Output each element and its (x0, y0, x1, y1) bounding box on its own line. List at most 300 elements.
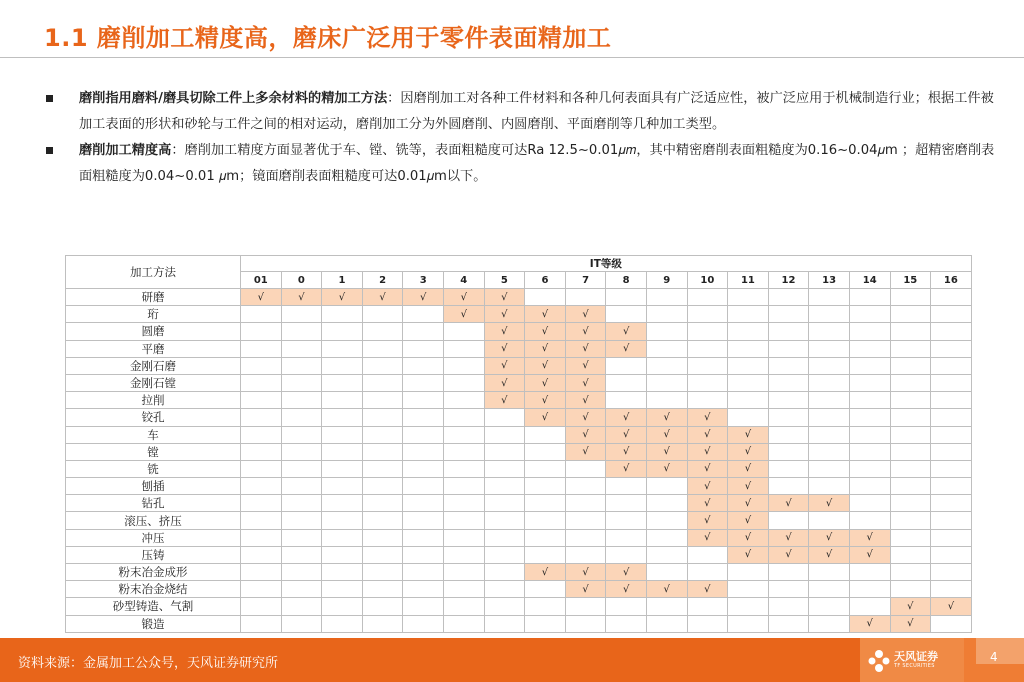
table-row (66, 323, 972, 340)
check-cell: √ (565, 306, 606, 323)
empty-cell (606, 529, 647, 546)
check-cell: √ (606, 581, 647, 598)
empty-cell (484, 529, 525, 546)
empty-cell (768, 443, 809, 460)
check-cell: √ (728, 478, 769, 495)
source-note: 资料来源：金属加工公众号，天风证券研究所 (18, 656, 279, 671)
empty-cell (322, 546, 363, 563)
empty-cell (322, 323, 363, 340)
empty-cell (646, 564, 687, 581)
title-divider (0, 57, 1024, 58)
empty-cell (768, 564, 809, 581)
empty-cell (525, 598, 566, 615)
empty-cell (768, 598, 809, 615)
empty-cell (931, 615, 972, 632)
empty-cell (403, 409, 444, 426)
empty-cell (403, 323, 444, 340)
empty-cell (931, 478, 972, 495)
square-bullet-icon (46, 95, 53, 102)
check-cell: √ (849, 529, 890, 546)
empty-cell (322, 460, 363, 477)
empty-cell (728, 289, 769, 306)
empty-cell (849, 495, 890, 512)
empty-cell (849, 374, 890, 391)
check-cell: √ (687, 443, 728, 460)
check-cell: √ (606, 323, 647, 340)
empty-cell (281, 374, 322, 391)
check-cell: √ (606, 443, 647, 460)
empty-cell (768, 306, 809, 323)
empty-cell (241, 392, 282, 409)
empty-cell (484, 564, 525, 581)
empty-cell (484, 615, 525, 632)
check-cell: √ (281, 289, 322, 306)
check-cell: √ (809, 529, 850, 546)
empty-cell (646, 615, 687, 632)
empty-cell (322, 443, 363, 460)
table-row (66, 392, 972, 409)
tf-logo-icon (866, 646, 892, 674)
grade-header-cell: 12 (768, 272, 809, 289)
empty-cell (241, 443, 282, 460)
check-cell: √ (606, 460, 647, 477)
empty-cell (931, 340, 972, 357)
check-cell: √ (484, 323, 525, 340)
empty-cell (931, 409, 972, 426)
method-cell: 珩 (66, 306, 241, 323)
check-cell: √ (525, 392, 566, 409)
check-cell: √ (525, 340, 566, 357)
empty-cell (849, 357, 890, 374)
header-row-it (66, 256, 972, 272)
empty-cell (768, 478, 809, 495)
empty-cell (443, 392, 484, 409)
empty-cell (646, 289, 687, 306)
empty-cell (931, 374, 972, 391)
it-grade-table-container (65, 255, 972, 633)
empty-cell (241, 409, 282, 426)
empty-cell (890, 409, 931, 426)
check-cell: √ (931, 598, 972, 615)
empty-cell (728, 564, 769, 581)
empty-cell (606, 598, 647, 615)
empty-cell (728, 392, 769, 409)
empty-cell (484, 512, 525, 529)
empty-cell (403, 564, 444, 581)
check-cell: √ (768, 546, 809, 563)
footer-decoration-accent (976, 638, 1024, 664)
empty-cell (728, 323, 769, 340)
empty-cell (728, 374, 769, 391)
check-cell: √ (525, 374, 566, 391)
check-cell: √ (565, 564, 606, 581)
empty-cell (646, 357, 687, 374)
table-row (66, 546, 972, 563)
empty-cell (443, 357, 484, 374)
check-cell: √ (687, 495, 728, 512)
check-cell: √ (565, 392, 606, 409)
grade-header-cell: 8 (606, 272, 647, 289)
empty-cell (931, 546, 972, 563)
empty-cell (403, 392, 444, 409)
empty-cell (241, 529, 282, 546)
table-row (66, 495, 972, 512)
empty-cell (322, 374, 363, 391)
empty-cell (281, 546, 322, 563)
empty-cell (241, 546, 282, 563)
bullet-lead: 磨削加工精度高 (79, 143, 172, 158)
empty-cell (525, 426, 566, 443)
method-cell: 车 (66, 426, 241, 443)
check-cell: √ (565, 323, 606, 340)
method-cell: 圆磨 (66, 323, 241, 340)
empty-cell (322, 426, 363, 443)
check-cell: √ (525, 357, 566, 374)
header-method: 加工方法 (66, 256, 241, 289)
table-row (66, 357, 972, 374)
empty-cell (890, 443, 931, 460)
empty-cell (443, 340, 484, 357)
empty-cell (525, 546, 566, 563)
empty-cell (443, 581, 484, 598)
empty-cell (362, 392, 403, 409)
footer-bar (0, 638, 1024, 682)
empty-cell (281, 512, 322, 529)
empty-cell (606, 512, 647, 529)
empty-cell (362, 512, 403, 529)
empty-cell (525, 478, 566, 495)
empty-cell (281, 426, 322, 443)
check-cell: √ (687, 409, 728, 426)
empty-cell (931, 443, 972, 460)
method-cell: 研磨 (66, 289, 241, 306)
grade-header-cell: 15 (890, 272, 931, 289)
check-cell: √ (484, 340, 525, 357)
empty-cell (890, 289, 931, 306)
empty-cell (646, 529, 687, 546)
empty-cell (443, 409, 484, 426)
empty-cell (281, 564, 322, 581)
grade-header-cell: 16 (931, 272, 972, 289)
empty-cell (443, 529, 484, 546)
check-cell: √ (768, 529, 809, 546)
empty-cell (322, 615, 363, 632)
check-cell: √ (768, 495, 809, 512)
empty-cell (484, 443, 525, 460)
check-cell: √ (890, 598, 931, 615)
check-cell: √ (728, 443, 769, 460)
empty-cell (241, 306, 282, 323)
empty-cell (646, 340, 687, 357)
empty-cell (809, 598, 850, 615)
it-grade-table (65, 255, 972, 633)
check-cell: √ (525, 564, 566, 581)
check-cell: √ (606, 426, 647, 443)
empty-cell (525, 495, 566, 512)
check-cell: √ (484, 392, 525, 409)
table-row (66, 460, 972, 477)
empty-cell (809, 323, 850, 340)
empty-cell (525, 443, 566, 460)
check-cell: √ (687, 581, 728, 598)
empty-cell (890, 529, 931, 546)
table-row (66, 478, 972, 495)
empty-cell (890, 546, 931, 563)
empty-cell (565, 529, 606, 546)
check-cell: √ (484, 374, 525, 391)
empty-cell (890, 512, 931, 529)
method-cell: 砂型铸造、气割 (66, 598, 241, 615)
empty-cell (728, 409, 769, 426)
check-cell: √ (809, 546, 850, 563)
empty-cell (403, 546, 444, 563)
method-cell: 金刚石磨 (66, 357, 241, 374)
check-cell: √ (362, 289, 403, 306)
table-row (66, 581, 972, 598)
method-cell: 拉削 (66, 392, 241, 409)
empty-cell (768, 323, 809, 340)
check-cell: √ (646, 460, 687, 477)
empty-cell (849, 426, 890, 443)
empty-cell (322, 392, 363, 409)
check-cell: √ (565, 357, 606, 374)
empty-cell (241, 357, 282, 374)
empty-cell (403, 512, 444, 529)
check-cell: √ (606, 564, 647, 581)
empty-cell (809, 357, 850, 374)
empty-cell (890, 323, 931, 340)
empty-cell (281, 495, 322, 512)
table-row (66, 443, 972, 460)
empty-cell (403, 615, 444, 632)
check-cell: √ (687, 478, 728, 495)
bullet-item-grinding-definition (44, 86, 1004, 138)
table-row (66, 512, 972, 529)
method-cell: 铰孔 (66, 409, 241, 426)
empty-cell (606, 306, 647, 323)
empty-cell (849, 564, 890, 581)
empty-cell (606, 392, 647, 409)
check-cell: √ (687, 512, 728, 529)
empty-cell (403, 306, 444, 323)
check-cell: √ (565, 426, 606, 443)
grade-header-cell: 5 (484, 272, 525, 289)
empty-cell (890, 392, 931, 409)
empty-cell (362, 546, 403, 563)
empty-cell (403, 495, 444, 512)
empty-cell (241, 564, 282, 581)
bullet-text: ：因磨削加工对各种工件材料和各种几何表面具有广泛适应性，被广泛应用于机械制造行业；根据工件被加工表面的形状和砂轮与工件之间的相对运动，磨削加工分为外圆磨削、内圆磨削、平面磨削等几种加工类型。 (79, 91, 994, 132)
empty-cell (646, 323, 687, 340)
table-row (66, 374, 972, 391)
empty-cell (687, 323, 728, 340)
empty-cell (322, 581, 363, 598)
empty-cell (728, 581, 769, 598)
empty-cell (484, 546, 525, 563)
empty-cell (322, 306, 363, 323)
empty-cell (849, 443, 890, 460)
empty-cell (525, 581, 566, 598)
grade-header-cell: 0 (281, 272, 322, 289)
empty-cell (362, 306, 403, 323)
empty-cell (687, 340, 728, 357)
empty-cell (809, 340, 850, 357)
empty-cell (443, 443, 484, 460)
empty-cell (322, 495, 363, 512)
empty-cell (565, 598, 606, 615)
empty-cell (768, 512, 809, 529)
empty-cell (606, 374, 647, 391)
empty-cell (768, 615, 809, 632)
empty-cell (443, 615, 484, 632)
empty-cell (687, 374, 728, 391)
empty-cell (728, 357, 769, 374)
empty-cell (646, 392, 687, 409)
method-cell: 粉末冶金成形 (66, 564, 241, 581)
empty-cell (241, 323, 282, 340)
grade-header-cell: 14 (849, 272, 890, 289)
empty-cell (809, 374, 850, 391)
empty-cell (403, 340, 444, 357)
square-bullet-icon (46, 147, 53, 154)
empty-cell (606, 495, 647, 512)
empty-cell (443, 478, 484, 495)
page-number: 4 (990, 650, 998, 664)
empty-cell (809, 615, 850, 632)
check-cell: √ (646, 581, 687, 598)
empty-cell (403, 426, 444, 443)
empty-cell (931, 460, 972, 477)
table-row (66, 306, 972, 323)
check-cell: √ (565, 374, 606, 391)
page-title: 1.1 磨削加工精度高，磨床广泛用于零件表面精加工 (44, 24, 612, 52)
empty-cell (443, 460, 484, 477)
empty-cell (687, 306, 728, 323)
table-row (66, 289, 972, 306)
method-cell: 铣 (66, 460, 241, 477)
grade-header-cell: 2 (362, 272, 403, 289)
empty-cell (849, 478, 890, 495)
empty-cell (728, 340, 769, 357)
method-cell: 压铸 (66, 546, 241, 563)
empty-cell (525, 289, 566, 306)
check-cell: √ (484, 289, 525, 306)
empty-cell (403, 374, 444, 391)
empty-cell (768, 289, 809, 306)
empty-cell (443, 495, 484, 512)
check-cell: √ (525, 409, 566, 426)
check-cell: √ (443, 289, 484, 306)
empty-cell (849, 323, 890, 340)
empty-cell (931, 357, 972, 374)
check-cell: √ (728, 529, 769, 546)
empty-cell (809, 392, 850, 409)
empty-cell (606, 546, 647, 563)
empty-cell (443, 323, 484, 340)
empty-cell (687, 546, 728, 563)
empty-cell (322, 478, 363, 495)
empty-cell (931, 289, 972, 306)
empty-cell (687, 357, 728, 374)
empty-cell (890, 564, 931, 581)
empty-cell (322, 564, 363, 581)
empty-cell (606, 478, 647, 495)
empty-cell (281, 478, 322, 495)
empty-cell (849, 460, 890, 477)
empty-cell (362, 460, 403, 477)
method-cell: 钻孔 (66, 495, 241, 512)
empty-cell (768, 392, 809, 409)
empty-cell (849, 289, 890, 306)
empty-cell (606, 357, 647, 374)
header-it-grade: IT等级 (241, 256, 972, 272)
check-cell: √ (565, 581, 606, 598)
empty-cell (443, 546, 484, 563)
empty-cell (362, 581, 403, 598)
empty-cell (565, 460, 606, 477)
bullet-item-grinding-precision (44, 138, 1004, 190)
empty-cell (890, 460, 931, 477)
empty-cell (362, 340, 403, 357)
empty-cell (646, 495, 687, 512)
empty-cell (931, 564, 972, 581)
empty-cell (322, 357, 363, 374)
table-row (66, 615, 972, 632)
empty-cell (890, 495, 931, 512)
empty-cell (322, 512, 363, 529)
table-row (66, 340, 972, 357)
empty-cell (565, 615, 606, 632)
grade-header-cell: 6 (525, 272, 566, 289)
empty-cell (646, 546, 687, 563)
empty-cell (362, 495, 403, 512)
empty-cell (849, 340, 890, 357)
empty-cell (809, 478, 850, 495)
empty-cell (362, 426, 403, 443)
empty-cell (646, 374, 687, 391)
empty-cell (687, 598, 728, 615)
table-row (66, 564, 972, 581)
method-cell: 平磨 (66, 340, 241, 357)
check-cell: √ (322, 289, 363, 306)
check-cell: √ (565, 340, 606, 357)
empty-cell (768, 357, 809, 374)
empty-cell (931, 426, 972, 443)
empty-cell (241, 374, 282, 391)
empty-cell (241, 340, 282, 357)
empty-cell (241, 581, 282, 598)
empty-cell (646, 306, 687, 323)
empty-cell (890, 357, 931, 374)
empty-cell (565, 512, 606, 529)
empty-cell (281, 443, 322, 460)
empty-cell (849, 512, 890, 529)
empty-cell (484, 426, 525, 443)
method-cell: 金刚石镗 (66, 374, 241, 391)
empty-cell (281, 357, 322, 374)
grade-header-cell: 4 (443, 272, 484, 289)
empty-cell (403, 598, 444, 615)
empty-cell (687, 289, 728, 306)
grade-header-cell: 1 (322, 272, 363, 289)
empty-cell (565, 546, 606, 563)
check-cell: √ (728, 546, 769, 563)
empty-cell (768, 460, 809, 477)
empty-cell (809, 581, 850, 598)
empty-cell (484, 581, 525, 598)
empty-cell (484, 478, 525, 495)
empty-cell (281, 392, 322, 409)
